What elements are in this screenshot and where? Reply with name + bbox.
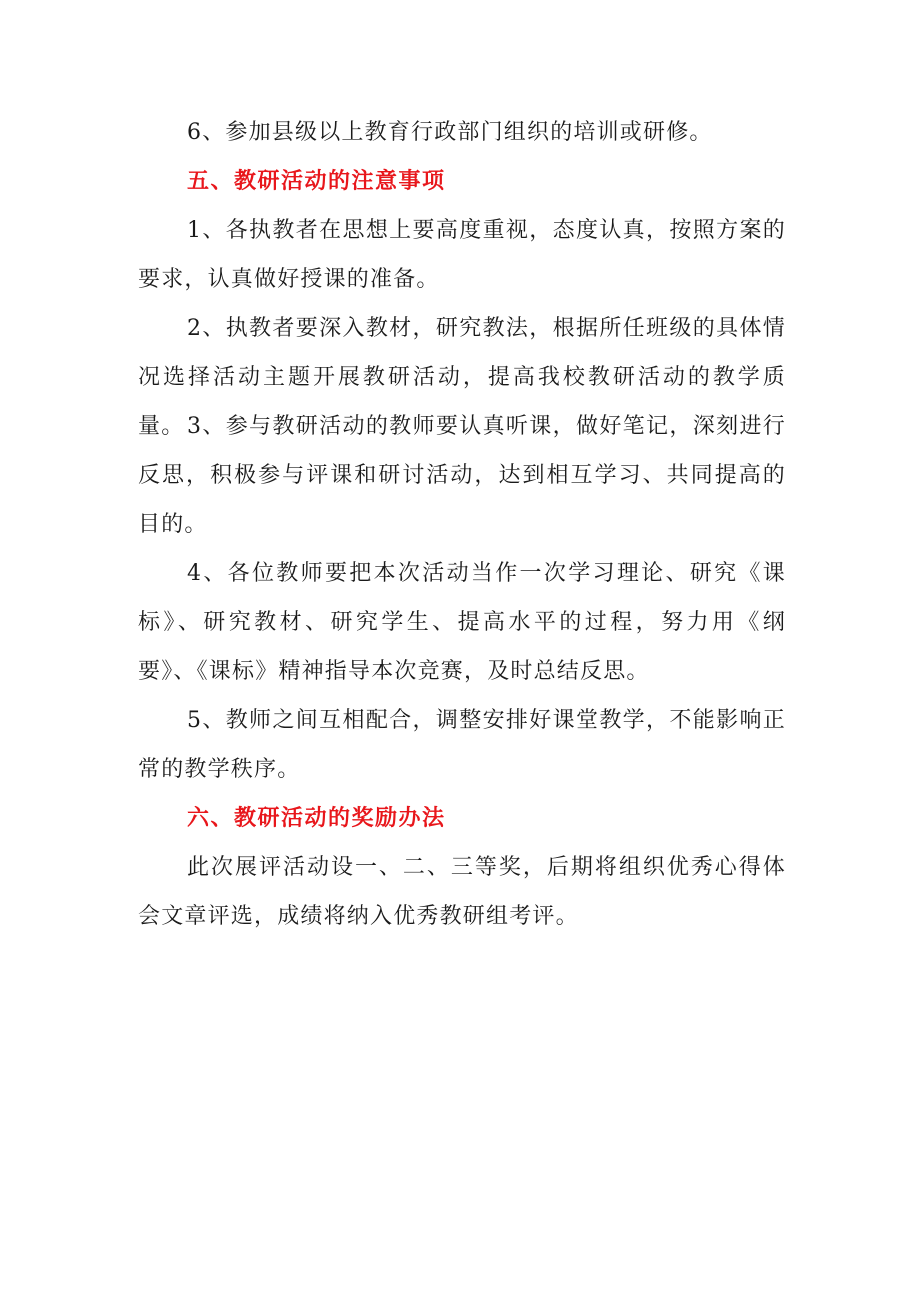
section-heading-5: 五、教研活动的注意事项 [187,168,446,194]
paragraph-item-6: 6、参加县级以上教育行政部门组织的培训或研修。 [187,120,713,145]
paragraph-notice-2: 2、执教者要深入教材，研究教法，根据所任班级的具体情况选择活动主题开展教研活动，提高我校教研活动的教学质量。 [138,316,786,439]
paragraph-notice-5: 5、教师之间互相配合，调整安排好课堂教学，不能影响正常的教学秩序。 [138,708,786,782]
section-heading-6: 六、教研活动的奖励办法 [187,805,446,831]
paragraph-notice-3: 3、参与教研活动的教师要认真听课，做好笔记，深刻进行反思，积极参与评课和研讨活动，达到相互学习、共同提高的目的。 [138,414,786,537]
paragraph-reward: 此次展评活动设一、二、三等奖，后期将组织优秀心得体会文章评选，成绩将纳入优秀教研组考评。 [138,855,786,929]
paragraph-notice-1: 1、各执教者在思想上要高度重视，态度认真，按照方案的要求，认真做好授课的准备。 [138,218,786,292]
paragraph-notice-4: 4、各位教师要把本次活动当作一次学习理论、研究《课标》、研究教材、研究学生、提高水平的过程，努力用《纲要》、《课标》精神指导本次竞赛，及时总结反思。 [138,561,786,684]
